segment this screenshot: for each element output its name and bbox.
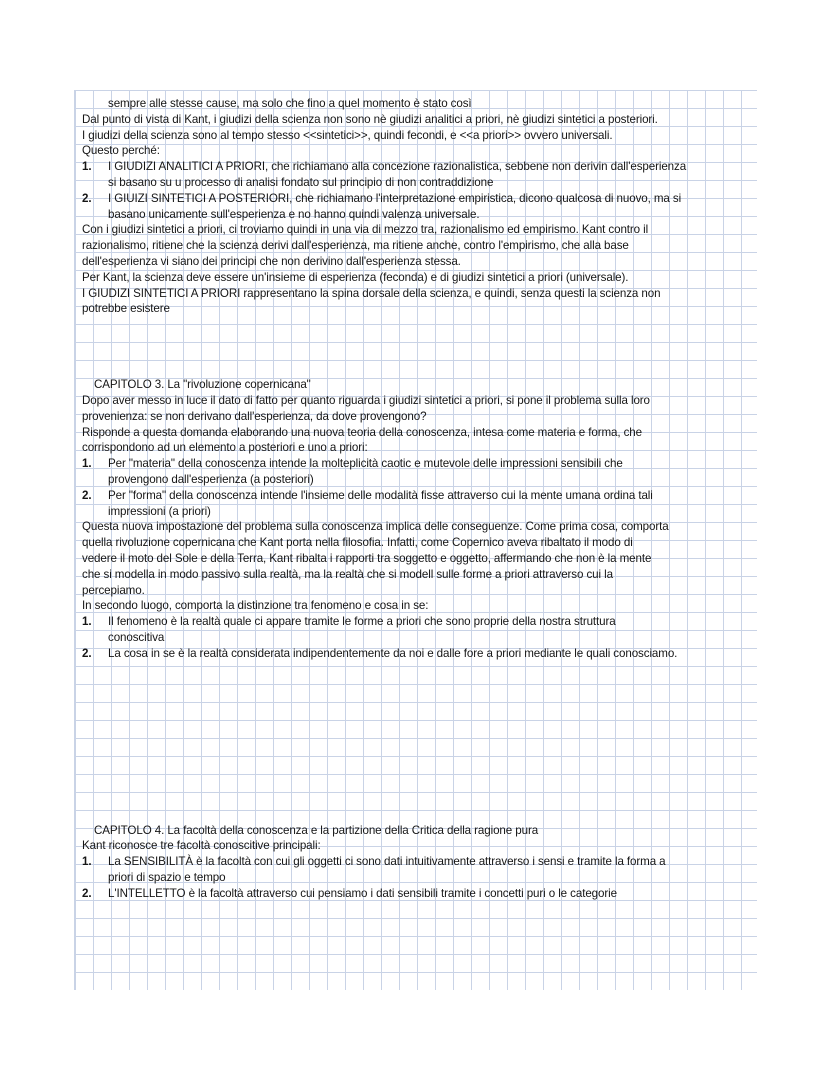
list-number: 1. — [82, 855, 92, 869]
blank-space — [82, 662, 754, 823]
text-line: vedere il moto del Sole e della Terra, Kant ribalta i rapporti tra soggetto e oggetto, affermando che non è la mente — [82, 551, 652, 565]
list-item — [82, 646, 754, 662]
text-line: Per "materia" della conoscenza intende la molteplicità caotic e mutevole delle impressioni sensibili che — [108, 457, 623, 471]
list-number: 1. — [82, 615, 92, 629]
blank-space — [82, 317, 754, 377]
text-line: Con i giudizi sintetici a priori, ci troviamo quindi in una via di mezzo tra, razionalismo ed empirismo. Kant contro il — [82, 223, 649, 237]
text-line: Dopo aver messo in luce il dato di fatto per quanto riguarda i giudizi sintetici a priori, si pone il problema sulla loro — [82, 393, 650, 407]
text-line: basano unicamente sull'esperienza e no hanno quindi valenza universale. — [108, 207, 480, 221]
text-line: Questa nuova impostazione del problema sulla conoscenza implica delle conseguenze. Come prima cosa, comporta — [82, 520, 669, 534]
text-line: Questo perché: — [82, 144, 160, 158]
text-line: L'INTELLETTO è la facoltà attraverso cui pensiamo i dati sensibili tramite i concetti puri o le categorie — [108, 886, 617, 900]
list-item — [82, 488, 754, 520]
chapter-3-heading: CAPITOLO 3. La "rivoluzione copernicana" — [94, 378, 311, 392]
text-line: sempre alle stesse cause, ma solo che fino a quel momento è stato così — [108, 97, 472, 110]
text-line: La SENSIBILITÀ è la facoltà con cui gli oggetti ci sono dati intuitivamente attraverso i sensi e tramite la forma a — [108, 855, 666, 869]
text-line: I giudizi della scienza sono al tempo stesso <<sintetici>>, quindi fecondi, e <<a priori>> ovvero universali. — [82, 128, 613, 142]
list-number: 2. — [82, 191, 92, 205]
text-line: provenienza: se non derivano dall'esperienza, da dove provengono? — [82, 409, 427, 423]
list-number: 2. — [82, 646, 92, 660]
text-line: In secondo luogo, comporta la distinzione tra fenomeno e cosa in se: — [82, 599, 429, 613]
text-line: priori di spazio e tempo — [108, 870, 226, 884]
list-number: 2. — [82, 488, 92, 502]
text-line: Per "forma" della conoscenza intende l'insieme delle modalità fisse attraverso cui la mente umana ordina tali — [108, 488, 653, 502]
text-line: La cosa in se è la realtà considerata indipendentemente da noi e dalle fore a priori mediante le quali conosciamo. — [108, 646, 678, 660]
text-line: quella rivoluzione copernicana che Kant porta nella filosofia. Infatti, come Copernico aveva ribaltato il modo di — [82, 536, 633, 550]
text-line: impressioni (a priori) — [108, 504, 211, 518]
text-line: dell'esperienza vi siano dei principi che non derivino dall'esperienza stessa. — [82, 254, 461, 268]
list-item — [82, 159, 754, 191]
list-item — [82, 886, 754, 902]
text-line: razionalismo, ritiene che la scienza derivi dall'esperienza, ma ritiene anche, contro l'empirismo, che alla base — [82, 239, 629, 253]
text-line: Risponde a questa domanda elaborando una nuova teoria della conoscenza, intesa come materia e forma, che — [82, 425, 642, 439]
list-number: 2. — [82, 886, 92, 900]
text-line: provengono dall'esperienza (a posteriori) — [108, 472, 314, 486]
list-item — [82, 456, 754, 488]
document-body — [82, 96, 754, 901]
text-line: I GIUDIZI ANALITICI A PRIORI, che richiamano alla concezione razionalistica, sebbene non derivin dall'esperienza — [108, 160, 687, 174]
text-line: I GIUDIZI SINTETICI A PRIORI rappresentano la spina dorsale della scienza, e quindi, senza questi la scienza non — [82, 286, 661, 300]
text-line: si basano su u processo di analisi fondato sul principio di non contraddizione — [108, 175, 494, 189]
chapter-4-heading: CAPITOLO 4. La facoltà della conoscenza e la partizione della Critica della ragione pura — [94, 823, 539, 837]
text-line: conoscitiva — [108, 630, 165, 644]
text-line: percepiamo. — [82, 583, 145, 597]
list-item — [82, 854, 754, 886]
text-line: Dal punto di vista di Kant, i giudizi della scienza non sono nè giudizi analitici a priori, nè giudizi sintetici a posteriori. — [82, 112, 658, 126]
list-item — [82, 614, 754, 646]
text-line: Kant riconosce tre facoltà conoscitive principali: — [82, 839, 321, 853]
list-number: 1. — [82, 160, 92, 174]
list-number: 1. — [82, 457, 92, 471]
text-line: corrispondono ad un elemento a posteriori e uno a priori: — [82, 441, 368, 455]
text-line: potrebbe esistere — [82, 302, 170, 316]
text-line: Il fenomeno è la realtà quale ci appare tramite le forme a priori che sono proprie della nostra struttura — [108, 615, 616, 629]
text-line: I GIUIZI SINTETICI A POSTERIORI, che richiamano l'interpretazione empiristica, dicono qualcosa di nuovo, ma si — [108, 191, 682, 205]
text-line: che si modella in modo passivo sulla realtà, ma la realtà che si modell sulle forme a priori attraverso cui la — [82, 567, 613, 581]
list-item — [82, 191, 754, 223]
text-line: Per Kant, la scienza deve essere un'insieme di esperienza (feconda) e di giudizi sintetici a priori (universale). — [82, 270, 629, 284]
